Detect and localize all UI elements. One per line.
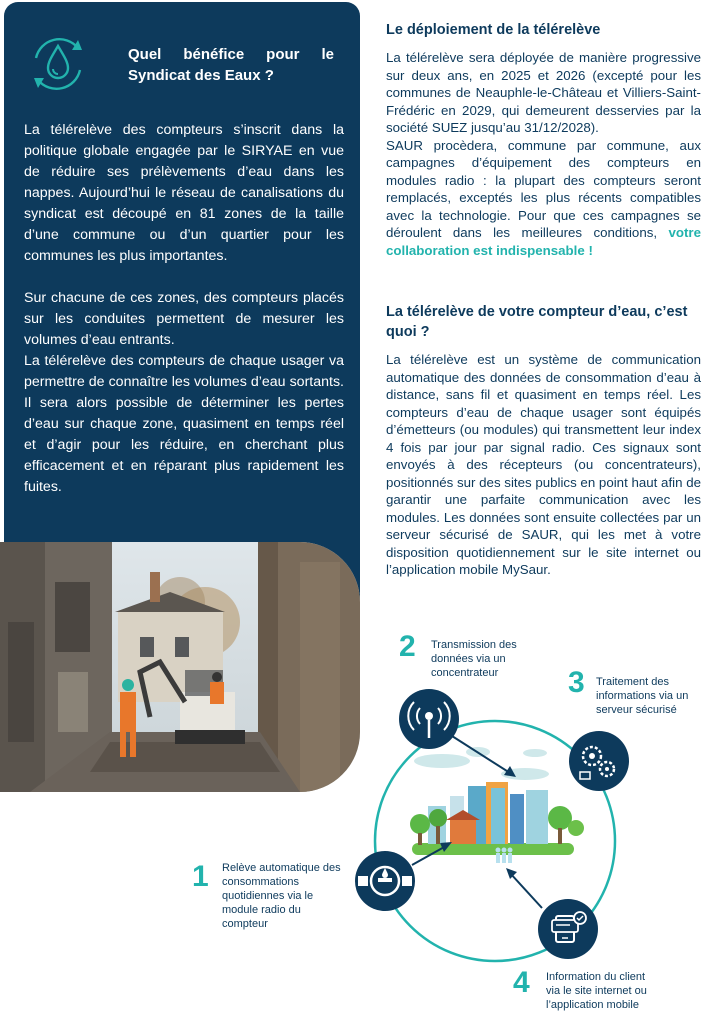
step-3-number: 3 <box>568 666 585 699</box>
panel-paragraph-3: La télérelève des compteurs de chaque usager va permettre de connaître les volumes d’eau sortants. Il sera alors possible de déterminer les pertes d’eau sur chaque zone, quasiment en temps réel et d’agir pour les réduire, en cherchant plus efficacement et en réparant plus rapidement les fuites. <box>24 353 344 495</box>
left-info-panel <box>4 2 360 600</box>
deployment-paragraph-1: La télérelève sera déployée de manière progressive sur deux ans, en 2025 et 2026 (excepté pour les communes de Neauphle-le-Château et Villiers-Saint-Frédéric en 2029, qui demeurent desservies par la société SUEZ jusqu’au 31/12/2028). <box>386 50 701 135</box>
step-4-text: Information du client via le site internet ou l’application mobile <box>546 971 647 1011</box>
step-1-text: Relève automatique des consommations quotidiennes via le module radio du compteur <box>222 862 341 930</box>
what-is-section <box>386 302 701 579</box>
gears-icon <box>569 731 629 791</box>
what-is-paragraph: La télérelève est un système de communication automatique des données de consommation d’eau à distance, sans fil et quasiment en temps réel. Les compteurs d’eau de chaque usager sont équipés d’émetteurs (ou modules) qui transmettent leur index 4 fois par jour par signal radio. Ces signaux sont envoyés à des récepteurs (ou concentrateurs), positionnés sur des sites publics en point haut afin de garantir une parfaite communication avec les modules. Les données sont ensuite collectées par un serveur sécurisé de SAUR, qui les met à votre disposition quotidiennement sur le site internet ou l’application mobile MySaur. <box>386 352 701 577</box>
step-3-text: Traitement des informations via un serveur sécurisé <box>596 676 689 716</box>
antenna-icon <box>399 689 459 749</box>
step-2-text: Transmission des données via un concentrateur <box>431 639 517 679</box>
collaboration-highlight: votre collaboration est indispensable ! <box>386 225 701 258</box>
telereleve-diagram <box>180 628 723 1024</box>
deployment-paragraph-2 <box>386 137 701 260</box>
deployment-paragraph-2-text: SAUR procèdera, commune par commune, aux campagnes d’équipement des compteurs en modules radio : la plupart des compteurs seront remplacés, exceptés les plus récents compatibles avec la technologie. Pour que ces campagnes se déroulent dans les meilleures conditions, <box>386 137 701 240</box>
deployment-title: Le déploiement de la télérelève <box>386 22 601 38</box>
what-is-title: La télérelève de votre compteur d’eau, c’est quoi ? <box>386 304 688 340</box>
panel-title: Quel bénéfice pour le Syndicat des Eaux ? <box>128 46 334 84</box>
water-cycle-icon <box>22 28 94 100</box>
panel-body <box>24 120 344 519</box>
step-4-number: 4 <box>513 966 530 999</box>
panel-paragraph-2: Sur chacune de ces zones, des compteurs placés sur les conduites permettent de mesurer les volumes d’eau entrants. <box>24 290 344 348</box>
step-1-number: 1 <box>192 860 209 893</box>
mobile-app-icon <box>538 899 598 959</box>
deployment-section <box>386 20 701 259</box>
panel-paragraph-1: La télérelève des compteurs s’inscrit dans la politique globale engagée par le SIRYAE en vue de réduire ses prélèvements d’eau dans les nappes. Aujourd’hui le réseau de canalisations du syndicat est découpé en 81 zones de la taille d’une commune ou d’un quartier pour les communes les plus importantes. <box>24 122 344 264</box>
water-meter-icon <box>355 851 415 911</box>
step-2-number: 2 <box>399 630 416 663</box>
